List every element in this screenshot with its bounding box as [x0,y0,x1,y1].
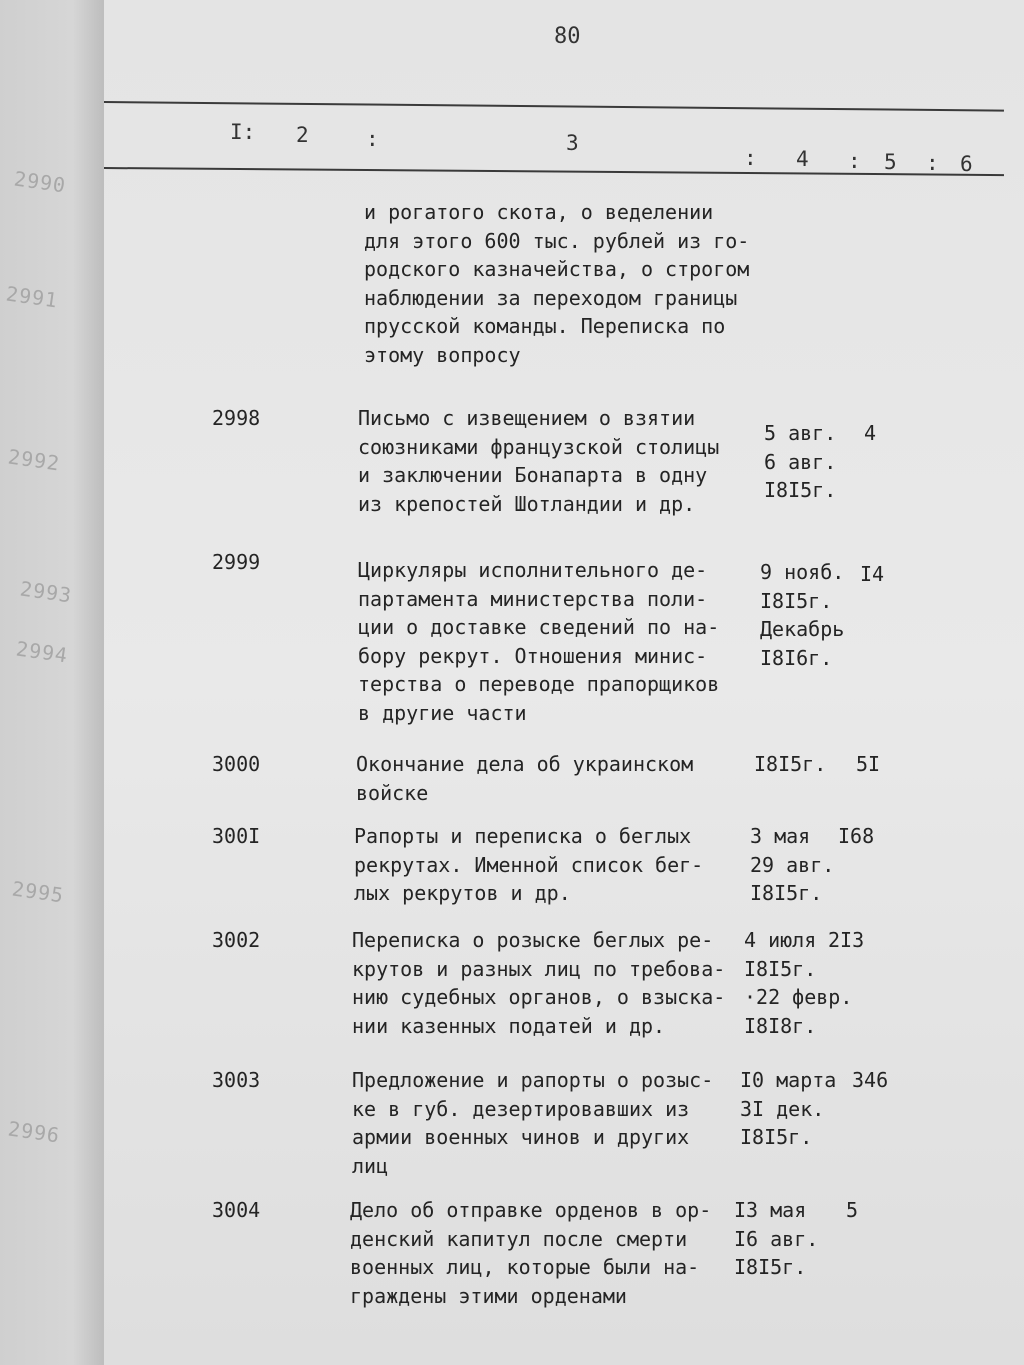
entry-description [352,926,752,1040]
description-line: нию судебных органов, о взыска- [352,985,726,1010]
description-line: и рогатого скота, о веделении [364,200,714,224]
column-header: 4 [796,147,809,171]
header-rule-top [104,101,1004,112]
entry-dates [760,558,870,672]
description-line: этому вопросу [364,342,521,367]
page-number: 80 [554,24,581,49]
description-line: крутов и разных лиц по требова- [352,956,726,981]
description-line: граждены этими орденами [350,1283,627,1308]
column-header: 5 [884,150,897,174]
description-line: прусской команды. Переписка по [364,314,726,339]
entry-description [352,1066,752,1180]
date-line: 9 нояб. [760,560,845,584]
description-line: Рапорты и переписка о беглых [354,824,692,848]
date-line: Декабрь [760,617,845,642]
description-line: для этого 600 тыс. рублей из го- [364,228,750,253]
entry-description [350,1196,750,1310]
date-line: I8I5г. [740,1125,813,1150]
entry-sheet-count: I4 [860,562,885,586]
entry-number: 2999 [212,550,261,574]
entry-dates [740,1066,850,1152]
description-line: лиц [352,1153,389,1178]
description-line: из крепостей Шотландии и др. [358,491,696,516]
description-line: в другие части [358,700,527,725]
column-header: 6 [960,152,973,176]
entry-description [364,198,764,370]
description-line: нии казенных податей и др. [352,1013,666,1038]
description-line: Дело об отправке орденов в ор- [350,1198,712,1222]
column-header: : [366,127,379,151]
left-page-edge [0,0,104,1365]
date-line: 4 июля [744,928,817,952]
date-line: 3 мая [750,824,811,848]
date-line: I8I5г. [764,478,837,503]
description-line: армии военных чинов и других [352,1125,690,1150]
bleed-number: 2990 [12,166,68,198]
entry-description [356,750,756,807]
bleed-number: 2992 [6,444,62,476]
bleed-number: 2993 [18,576,74,608]
date-line: 5 авг. [764,421,837,445]
entry-number: 3004 [212,1198,261,1222]
description-line: партамента министерства поли- [358,586,708,611]
date-line: I8I5г. [750,881,823,906]
date-line: I8I5г. [760,588,833,613]
description-line: лых рекрутов и др. [354,881,571,906]
description-line: ции о доставке сведений по на- [358,615,720,640]
entry-number: 300I [212,824,261,848]
date-line: I8I6г. [760,645,833,670]
entry-number: 2998 [212,406,261,430]
date-line: 29 авг. [750,852,835,877]
description-line: бору рекрут. Отношения минис- [358,643,708,668]
column-header: : [848,149,861,173]
entry-sheet-count: 5I [856,752,881,776]
description-line: терства о переводе прапорщиков [358,672,720,697]
entry-number: 3003 [212,1068,261,1092]
description-line: войске [356,780,429,805]
entry-sheet-count: 346 [852,1068,889,1092]
entry-sheet-count: 2I3 [828,928,865,952]
date-line: I3 мая [734,1198,807,1222]
date-line: I6 авг. [734,1226,819,1251]
description-line: Циркуляры исполнительного де- [358,558,708,582]
bleed-number: 2991 [4,281,60,313]
entry-number: 3000 [212,752,261,776]
entry-description [358,404,758,518]
date-line: 6 авг. [764,449,837,474]
column-header: : [744,146,757,170]
bleed-number: 2995 [10,876,66,908]
date-line: I0 марта [740,1068,837,1092]
column-header: 3 [566,131,579,155]
description-line: Предложение и рапорты о розыс- [352,1068,714,1092]
date-line: ·22 февр. [744,985,853,1010]
date-line: I8I8г. [744,1013,817,1038]
description-line: денский капитул после смерти [350,1226,688,1251]
entry-number: 3002 [212,928,261,952]
column-header: : [926,151,939,175]
description-line: ке в губ. дезертировавших из [352,1096,690,1121]
header-rule-bottom [104,167,1004,176]
entry-sheet-count: 4 [864,421,877,445]
description-line: рекрутах. Именной список бег- [354,852,704,877]
entry-dates [754,750,864,779]
date-line: I8I5г. [734,1255,807,1280]
column-header: 2 [296,123,309,147]
entry-description [354,822,754,908]
date-line: I8I5г. [754,752,827,776]
entry-dates [734,1196,844,1282]
bleed-number: 2996 [6,1116,62,1148]
entry-sheet-count: 5 [846,1198,859,1222]
description-line: военных лиц, которые были на- [350,1255,700,1280]
description-line: Окончание дела об украинском [356,752,694,776]
description-line: Переписка о розыске беглых ре- [352,928,714,952]
description-line: союзниками французской столицы [358,434,720,459]
date-line: 3I дек. [740,1096,825,1121]
entry-dates [764,419,874,505]
document-page [104,0,1024,1365]
description-line: и заключении Бонапарта в одну [358,463,708,488]
entry-description [358,556,758,728]
column-header: I: [230,120,256,144]
date-line: I8I5г. [744,956,817,981]
description-line: наблюдении за переходом границы [364,285,738,310]
entry-sheet-count: I68 [838,824,875,848]
description-line: родского казначейства, о строгом [364,257,750,282]
bleed-number: 2994 [14,636,70,668]
description-line: Письмо с извещением о взятии [358,406,696,430]
